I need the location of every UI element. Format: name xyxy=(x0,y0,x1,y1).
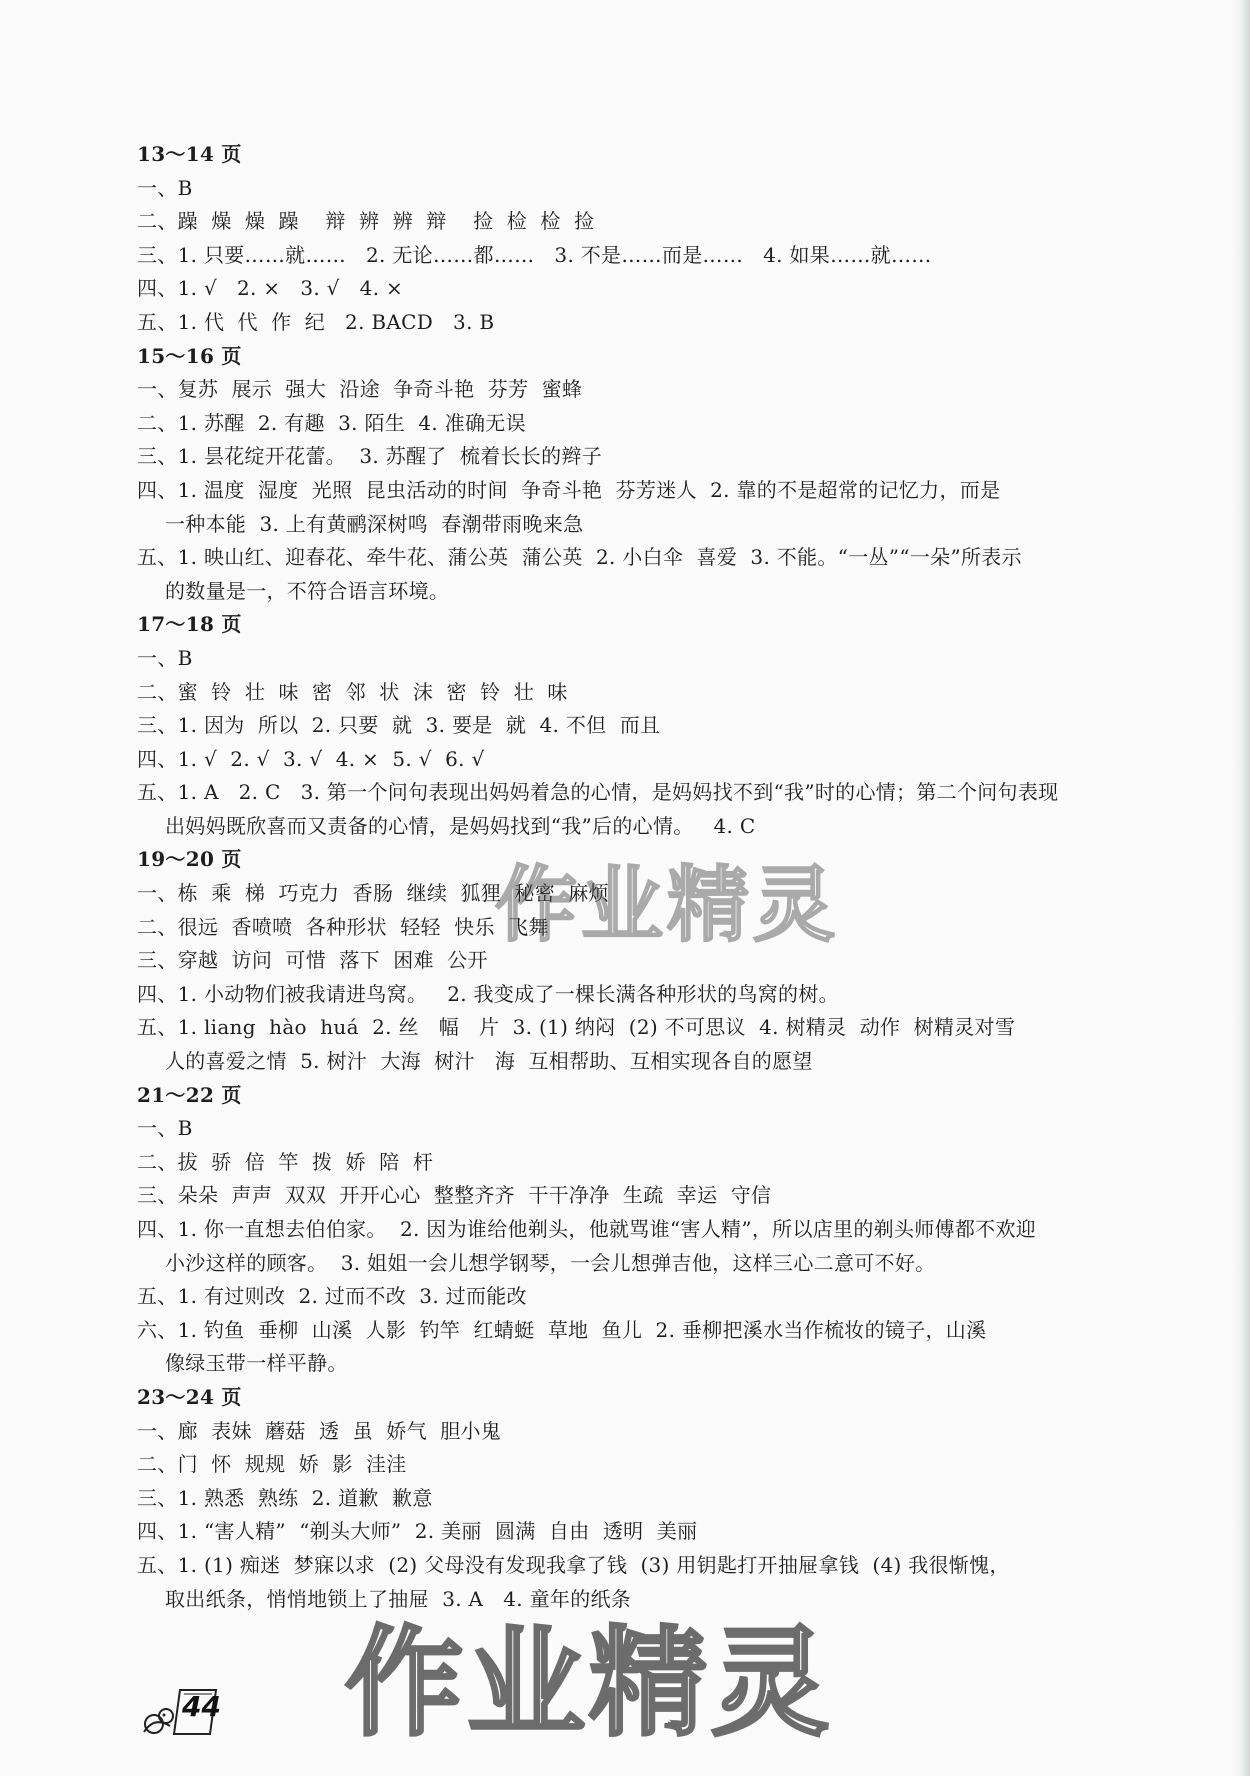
section-title: 19～20 页 xyxy=(137,847,242,872)
answer-line: 五、1. liang hào huá 2. 丝 幅 片 3. (1) 纳闷 (2) 不可思议 4. 树精灵 动作 树精灵对雪 xyxy=(137,1015,1016,1040)
answer-line: 四、1. √ 2. √ 3. √ 4. × 5. √ 6. √ xyxy=(137,746,485,771)
answer-line: 五、1. 映山红、迎春花、牵牛花、蒲公英 蒲公英 2. 小白伞 喜爱 3. 不能。“一丛”“一朵”所表示 xyxy=(137,545,1022,570)
answer-line: 三、穿越 访问 可惜 落下 困难 公开 xyxy=(137,948,488,973)
answer-line: 六、1. 钓鱼 垂柳 山溪 人影 钓竿 红蜻蜓 草地 鱼儿 2. 垂柳把溪水当作梳妆的镜子，山溪 xyxy=(137,1317,987,1342)
section-title: 23～24 页 xyxy=(137,1384,242,1409)
answer-line: 四、1. 小动物们被我请进鸟窝。 2. 我变成了一棵长满各种形状的鸟窝的树。 xyxy=(137,981,839,1006)
answer-line: 三、朵朵 声声 双双 开开心心 整整齐齐 干干净净 生疏 幸运 守信 xyxy=(137,1183,772,1208)
answer-line: 二、很远 香喷喷 各种形状 轻轻 快乐 飞舞 xyxy=(137,914,562,939)
answer-line: 三、1. 因为 所以 2. 只要 就 3. 要是 就 4. 不但 而且 xyxy=(137,713,661,738)
watermark-middle: 作业精灵 xyxy=(495,858,840,953)
answer-line: 一、B xyxy=(137,1116,193,1141)
answer-line: 一、廊 表妹 蘑菇 透 虽 娇气 胆小鬼 xyxy=(137,1418,502,1443)
answer-line-continuation: 一种本能 3. 上有黄鹂深树鸣 春潮带雨晚来急 xyxy=(165,511,584,536)
answer-line: 四、1. 温度 湿度 光照 昆虫活动的时间 争奇斗艳 芬芳迷人 2. 靠的不是超常的记忆力，而是 xyxy=(137,477,1001,502)
section-title: 17～18 页 xyxy=(137,612,242,637)
answer-line: 二、门 怀 规规 娇 影 洼洼 xyxy=(137,1452,407,1477)
section-title: 15～16 页 xyxy=(137,343,242,368)
answer-line: 二、蜜 铃 壮 味 密 邻 状 沫 密 铃 壮 味 xyxy=(137,679,568,704)
answer-line: 一、B xyxy=(137,175,193,200)
answer-line: 五、1. A 2. C 3. 第一个问句表现出妈妈着急的心情，是妈妈找不到“我”时的心情；第二个问句表现 xyxy=(137,780,1059,805)
answer-line: 五、1. 代 代 作 纪 2. BACD 3. B xyxy=(137,309,495,334)
answer-line: 四、1. 你一直想去伯伯家。 2. 因为谁给他剃头，他就骂谁“害人精”，所以店里的剃头师傅都不欢迎 xyxy=(137,1217,1037,1241)
answer-line-continuation: 像绿玉带一样平静。 xyxy=(165,1351,348,1376)
answer-line: 一、B xyxy=(137,645,193,670)
answer-line: 一、复苏 展示 强大 沿途 争奇斗艳 芬芳 蜜蜂 xyxy=(137,377,583,402)
answer-line-continuation: 小沙这样的顾客。 3. 姐姐一会儿想学钢琴，一会儿想弹吉他，这样三心二意可不好。 xyxy=(165,1250,936,1275)
section-title: 13～14 页 xyxy=(137,142,242,166)
answer-line: 五、1. 有过则改 2. 过而不改 3. 过而能改 xyxy=(137,1284,527,1309)
answer-line: 五、1. (1) 痴迷 梦寐以求 (2) 父母没有发现我拿了钱 (3) 用钥匙打开抽屉拿钱 (4) 我很惭愧， xyxy=(137,1552,1010,1577)
page-number: 44 xyxy=(182,1690,221,1723)
section-title: 21～22 页 xyxy=(137,1082,242,1107)
answer-line: 二、1. 苏醒 2. 有趣 3. 陌生 4. 准确无误 xyxy=(137,410,526,435)
watermark-bottom: 作业精灵 xyxy=(345,1614,834,1752)
answer-line-continuation: 出妈妈既欣喜而又责备的心情，是妈妈找到“我”后的心情。 4. C xyxy=(165,813,756,838)
answer-line: 一、栋 乘 梯 巧克力 香肠 继续 狐狸 秘密 麻烦 xyxy=(137,881,609,906)
answer-line: 二、躁 燥 燥 躁 辩 辨 辨 辩 捡 检 检 捡 xyxy=(137,209,595,234)
answer-line: 三、1. 昙花绽开花蕾。 3. 苏醒了 梳着长长的辫子 xyxy=(137,444,603,469)
answer-line: 三、1. 只要……就…… 2. 无论……都…… 3. 不是……而是…… 4. 如果……就…… xyxy=(137,242,932,267)
page-edge-shadow xyxy=(1232,0,1250,1776)
answer-line: 四、1. “害人精” “剃头大师” 2. 美丽 圆满 自由 透明 美丽 xyxy=(137,1519,698,1544)
answer-line: 四、1. √ 2. × 3. √ 4. × xyxy=(137,276,404,301)
answer-line-continuation: 取出纸条，悄悄地锁上了抽屉 3. A 4. 童年的纸条 xyxy=(165,1586,632,1611)
answer-line: 三、1. 熟悉 熟练 2. 道歉 歉意 xyxy=(137,1485,433,1510)
answer-line-continuation: 的数量是一，不符合语言环境。 xyxy=(165,578,450,603)
answer-line-continuation: 人的喜爱之情 5. 树汁 大海 树汁 海 互相帮助、互相实现各自的愿望 xyxy=(165,1049,813,1074)
answer-line: 二、拔 骄 倍 竿 拨 娇 陪 杆 xyxy=(137,1149,434,1174)
